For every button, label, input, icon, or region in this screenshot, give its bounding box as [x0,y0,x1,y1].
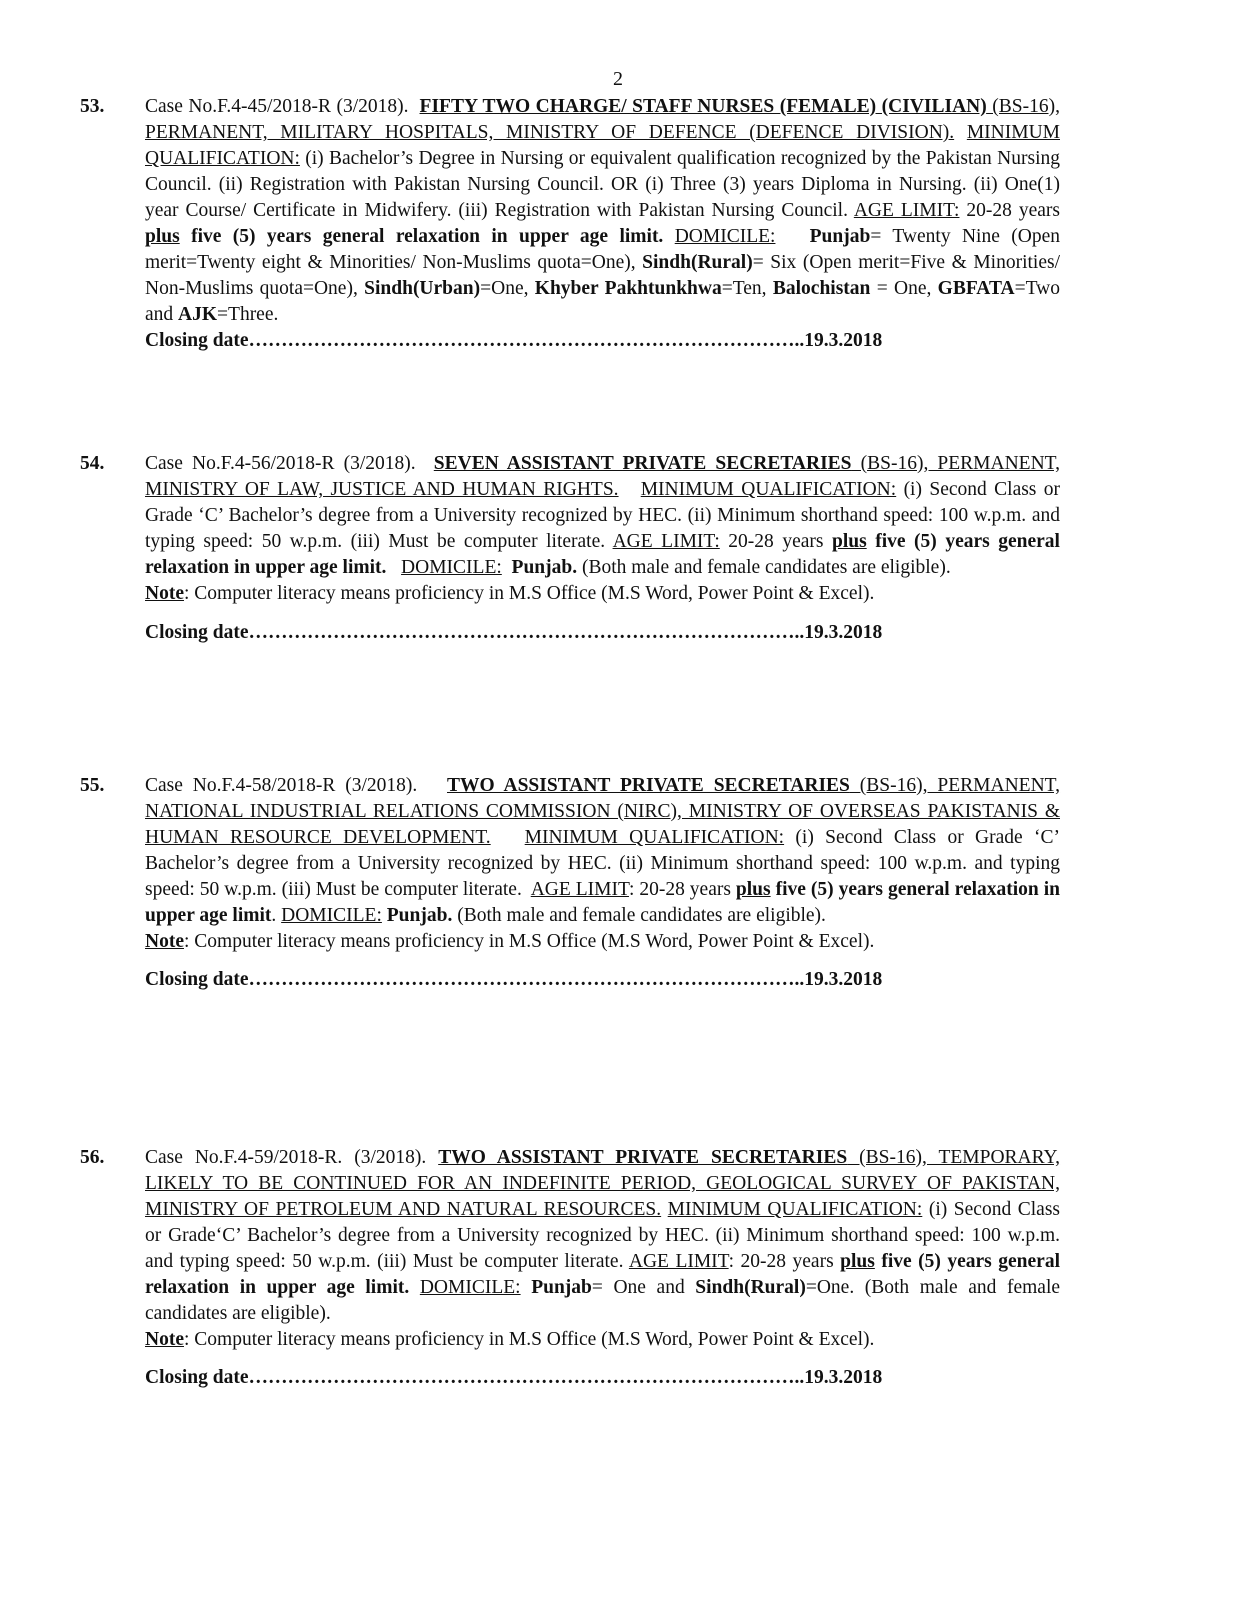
domicile-text: (Both male and female candidates are eligible). [577,557,951,578]
min-qualification-label: MINIMUM QUALIFICATION: [145,122,1060,169]
case-number: 53. [80,96,105,117]
note-text: : Computer literacy means proficiency in M.S Office (M.S Word, Power Point & Excel). [183,583,875,604]
min-qualification-text: (i) Second Class or Grade ‘C’ Bachelor’s degree from a University recognized by HEC. (ii) Minimum shorthand speed: 100 w.p.m. and typing speed: 50 w.p.m. (iii) Must be computer literate. [145,479,1061,552]
domicile-balochistan-text: = One, [870,278,938,299]
post-description: (BS-16), TEMPORARY, LIKELY TO BE CONTINUED FOR AN INDEFINITE PERIOD, GEOLOGICAL SURVEY OF PAKISTAN, MINISTRY OF PETROLEUM AND NATURAL RESOURCES. [145,1147,1061,1220]
case-paragraph [145,1145,1060,1327]
domicile-punjab: Punjab. [386,905,453,926]
plus-word: plus [831,531,867,552]
case-paragraph [145,94,1060,328]
note-label: Note [145,583,184,604]
case-body [145,1145,1060,1391]
domicile-punjab: Punjab [809,226,871,247]
domicile-sindh-rural: Sindh(Rural) [695,1277,806,1298]
domicile-balochistan: Balochistan [772,278,871,299]
min-qualification-label: MINIMUM QUALIFICATION: [640,479,897,500]
post-description: (BS-16), PERMANENT, MINISTRY OF LAW, JUSTICE AND HUMAN RIGHTS. [145,453,1060,500]
note-label: Note [145,931,184,952]
relaxation-text: five (5) years general relaxation in upper age limit [145,879,1061,926]
domicile-gbfata-text: =Two and [145,278,1060,325]
domicile-sindh-rural: Sindh(Rural) [642,252,753,273]
domicile-label: DOMICILE: [281,905,382,926]
case-reference: Case No.F.4-56/2018-R (3/2018). [145,453,416,474]
min-qualification-text: (i) Second Class or Grade‘C’ Bachelor’s degree from a University recognized by HEC. (ii) Minimum shorthand speed: 100 w.p.m. and typing speed: 50 w.p.m. (iii) Must be computer literate. [145,1199,1060,1272]
note-line [145,1327,1060,1353]
relaxation-text: five (5) years general relaxation in upper age limit. [145,1251,1060,1298]
plus-word: plus [145,226,180,247]
post-title: FIFTY TWO CHARGE/ STAFF NURSES (FEMALE) (CIVILIAN) [419,96,987,117]
age-limit-text: 20-28 years [719,531,832,552]
age-limit-text: 20-28 years [959,200,1060,221]
domicile-kp-text: =Ten, [721,278,773,299]
age-limit-text: : 20-28 years [728,1251,841,1272]
domicile-sindh-rural-text: = Six (Open merit=Five & Minorities/ Non-Muslims quota=One), [145,252,1060,299]
note-text: : Computer literacy means proficiency in M.S Office (M.S Word, Power Point & Excel). [183,931,875,952]
case-reference: Case No.F.4-58/2018-R (3/2018). [145,775,418,796]
post-title: SEVEN ASSISTANT PRIVATE SECRETARIES [433,453,852,474]
case-number: 55. [80,775,105,796]
case-reference: Case No.F.4-59/2018-R. (3/2018). [145,1147,427,1168]
case-paragraph: Case No.F.4-58/2018-R (3/2018). TWO ASSISTANT PRIVATE SECRETARIES (BS-16), PERMANENT, NATIONAL INDUSTRIAL RELATIONS COMMISSION (NIRC), MINISTRY OF OVERSEAS PAKISTANIS & HUMAN RESOURCE DEVELOPMENT. MINIMUM QUALIFICATION: (i) Second Class or Grade ‘C’ Bachelor’s degree from a University recognized by HEC. (ii) Minimum shorthand speed: 100 w.p.m. and typing speed: 50 w.p.m. (iii) Must be computer literate. AGE LIMIT: 20-28 years plus five (5) years general relaxation in upper age limit. DOMICILE: Punjab. (Both male and female candidates are eligible). [145,775,1061,926]
domicile-kp: Khyber Pakhtunkhwa [534,278,722,299]
case-number: 54. [80,453,105,474]
domicile-sindh-rural-text: =One. (Both male and female candidates are eligible). [145,1277,1061,1324]
domicile-gbfata: GBFATA [937,278,1015,299]
age-limit-label: AGE LIMIT [530,879,629,900]
age-limit-label: AGE LIMIT [628,1251,729,1272]
domicile-punjab: Punjab. [511,557,578,578]
closing-date: Closing date…………………………………………………………………………..19.3.2018 [145,969,883,990]
note-text: : Computer literacy means proficiency in M.S Office (M.S Word, Power Point & Excel). [183,1329,875,1350]
min-qualification-label: MINIMUM QUALIFICATION: [667,1199,923,1220]
domicile-punjab: Punjab [531,1277,592,1298]
relaxation-text: five (5) years general relaxation in upper age limit. [179,226,664,247]
note-line [145,929,1060,955]
post-description: (BS-16), PERMANENT, MILITARY HOSPITALS, MINISTRY OF DEFENCE (DEFENCE DIVISION). [145,96,1060,143]
closing-date: Closing date…………………………………………………………………………..19.3.2018 [145,1367,883,1388]
age-limit-text: : 20-28 years [628,879,736,900]
min-qualification-label: MINIMUM QUALIFICATION: [524,827,785,848]
page-number: 2 [613,68,623,90]
post-title: TWO ASSISTANT PRIVATE SECRETARIES [438,1147,848,1168]
post-description: (BS-16), PERMANENT, NATIONAL INDUSTRIAL RELATIONS COMMISSION (NIRC), MINISTRY OF OVERSEAS PAKISTANIS & HUMAN RESOURCE DEVELOPMENT. [145,775,1061,848]
post-title: TWO ASSISTANT PRIVATE SECRETARIES [447,775,850,796]
closing-date: Closing date…………………………………………………………………………..19.3.2018 [145,622,883,643]
age-limit-label: AGE LIMIT: [853,200,960,221]
domicile-sindh-urban: Sindh(Urban) [364,278,481,299]
domicile-punjab-text: = Twenty Nine (Open merit=Twenty eight & Minorities/ Non-Muslims quota=One), [145,226,1060,273]
note-line [145,581,1060,607]
case-body [145,94,1060,354]
domicile-label: DOMICILE: [401,557,502,578]
case-body [145,451,1060,646]
case-number: 56. [80,1147,105,1168]
domicile-ajk: AJK [178,304,218,325]
domicile-label: DOMICILE: [419,1277,521,1298]
plus-word: plus [735,879,771,900]
case-paragraph [145,451,1060,581]
min-qualification-text: (i) Second Class or Grade ‘C’ Bachelor’s degree from a University recognized by HEC. (ii) Minimum shorthand speed: 100 w.p.m. and typing speed: 50 w.p.m. (iii) Must be computer literate. [145,827,1060,900]
domicile-text: (Both male and female candidates are eligible). [452,905,826,926]
domicile-sindh-urban-text: =One, [480,278,535,299]
domicile-punjab-text: = One and [591,1277,696,1298]
domicile-label: DOMICILE: [674,226,776,247]
min-qualification-text: (i) Bachelor’s Degree in Nursing or equivalent qualification recognized by the Pakistan Nursing Council. (ii) Registration with Pakistan Nursing Council. OR (i) Three (3) years Diploma in Nursing. (ii) One(1) year Course/ Certificate in Midwifery. (iii) Registration with Pakistan Nursing Council. [145,148,1060,221]
relaxation-text: five (5) years general relaxation in upper age limit. [145,531,1060,578]
note-label: Note [145,1329,184,1350]
case-body [145,773,1060,993]
plus-word: plus [840,1251,875,1272]
domicile-ajk-text: =Three. [217,304,279,325]
age-limit-label: AGE LIMIT: [612,531,720,552]
case-reference: Case No.F.4-45/2018-R (3/2018). [145,96,409,117]
closing-date: Closing date…………………………………………………………………………..19.3.2018 [145,330,883,351]
